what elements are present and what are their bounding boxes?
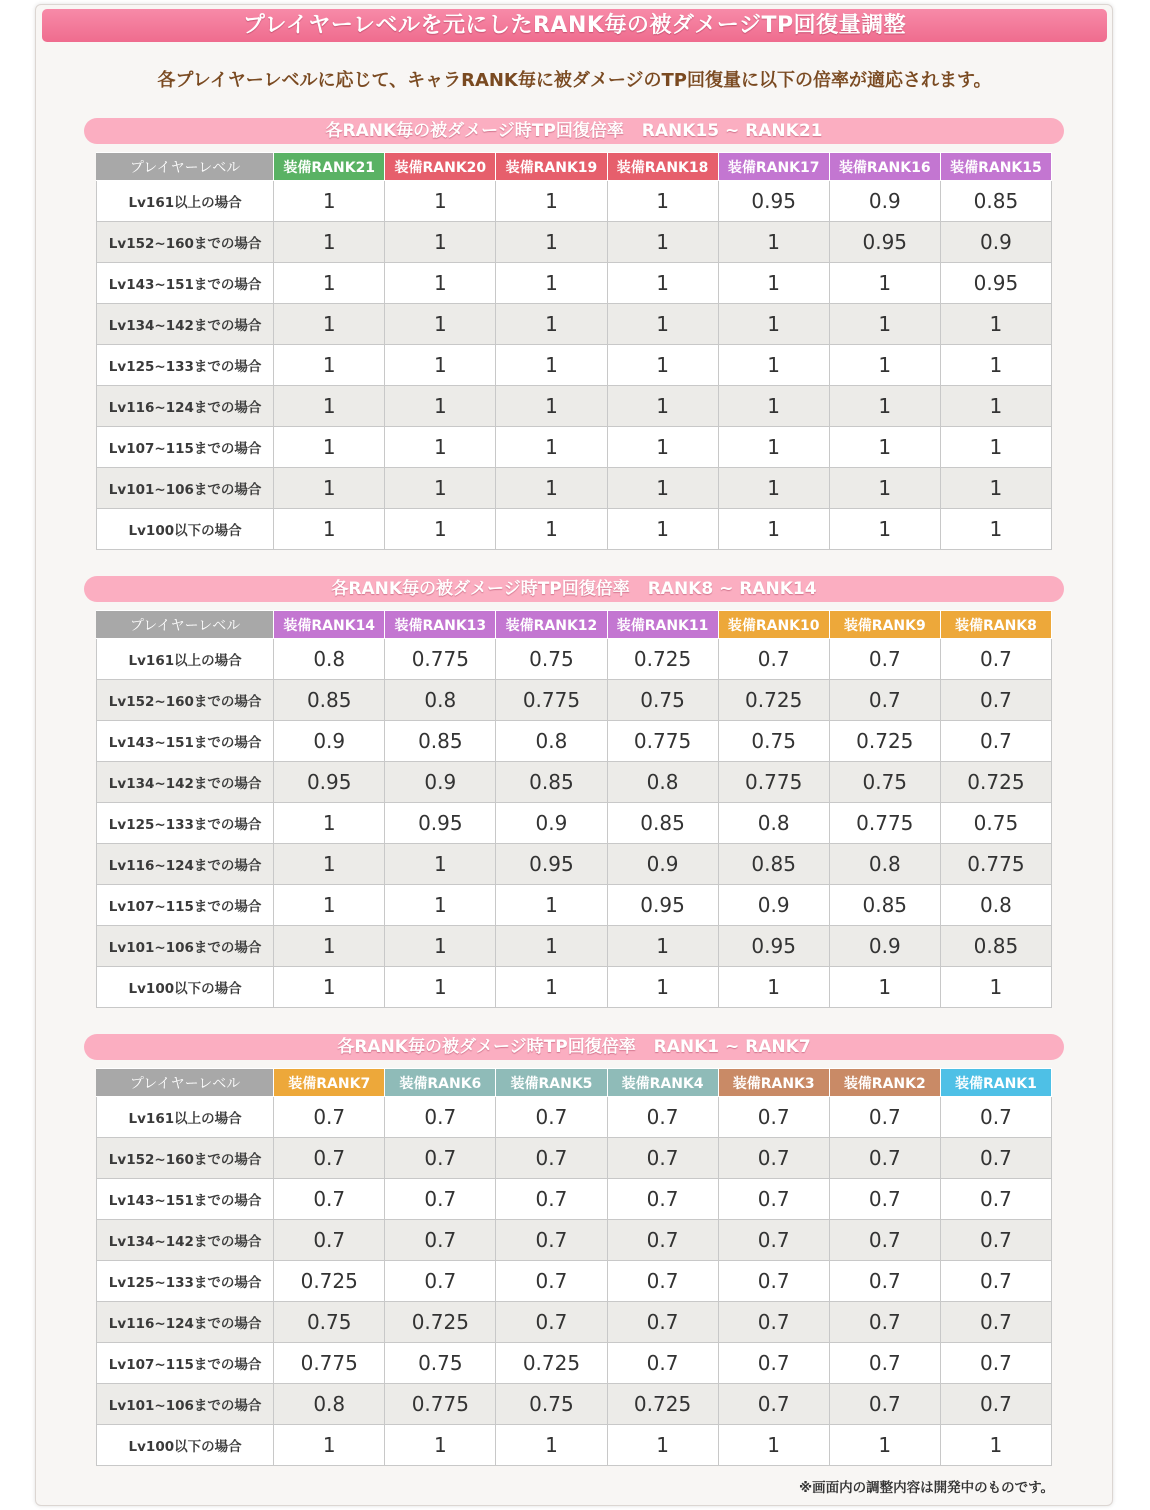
multiplier-cell: 0.7 bbox=[496, 1138, 607, 1179]
player-level-cell: Lv116~124までの場合 bbox=[97, 1302, 274, 1343]
multiplier-cell: 1 bbox=[718, 222, 829, 263]
multiplier-cell: 0.75 bbox=[607, 680, 718, 721]
rank-table-15-21 bbox=[96, 152, 1052, 550]
multiplier-cell: 1 bbox=[496, 181, 607, 222]
multiplier-cell: 1 bbox=[385, 345, 496, 386]
multiplier-cell: 1 bbox=[274, 803, 385, 844]
multiplier-cell: 0.7 bbox=[940, 639, 1051, 680]
multiplier-cell: 0.7 bbox=[718, 1220, 829, 1261]
multiplier-cell: 0.75 bbox=[385, 1343, 496, 1384]
multiplier-cell: 0.75 bbox=[274, 1302, 385, 1343]
rank-table-8-14 bbox=[96, 610, 1052, 1008]
table-row bbox=[97, 1097, 1052, 1138]
rank-column-header: 装備RANK18 bbox=[607, 153, 718, 181]
multiplier-cell: 0.75 bbox=[496, 639, 607, 680]
multiplier-cell: 1 bbox=[385, 222, 496, 263]
player-level-cell: Lv107~115までの場合 bbox=[97, 885, 274, 926]
multiplier-cell: 0.9 bbox=[940, 222, 1051, 263]
multiplier-cell: 1 bbox=[718, 304, 829, 345]
page-title: プレイヤーレベルを元にしたRANK毎の被ダメージTP回復量調整 bbox=[42, 9, 1107, 42]
table-row bbox=[97, 1302, 1052, 1343]
multiplier-cell: 0.7 bbox=[829, 1384, 940, 1425]
multiplier-cell: 0.8 bbox=[385, 680, 496, 721]
multiplier-cell: 0.725 bbox=[718, 680, 829, 721]
multiplier-cell: 0.95 bbox=[940, 263, 1051, 304]
multiplier-cell: 0.725 bbox=[385, 1302, 496, 1343]
multiplier-cell: 0.7 bbox=[274, 1097, 385, 1138]
multiplier-cell: 1 bbox=[829, 304, 940, 345]
player-level-cell: Lv152~160までの場合 bbox=[97, 222, 274, 263]
multiplier-cell: 0.7 bbox=[496, 1097, 607, 1138]
multiplier-cell: 0.8 bbox=[607, 762, 718, 803]
multiplier-cell: 0.7 bbox=[940, 680, 1051, 721]
multiplier-cell: 1 bbox=[829, 468, 940, 509]
section-title-prefix: 各RANK毎の被ダメージ時TP回復倍率 bbox=[337, 1037, 636, 1057]
multiplier-cell: 1 bbox=[385, 967, 496, 1008]
player-level-cell: Lv134~142までの場合 bbox=[97, 304, 274, 345]
rank-column-header: 装備RANK7 bbox=[274, 1069, 385, 1097]
table-row bbox=[97, 1220, 1052, 1261]
multiplier-cell: 1 bbox=[274, 386, 385, 427]
rank-column-header: 装備RANK1 bbox=[940, 1069, 1051, 1097]
multiplier-cell: 1 bbox=[496, 509, 607, 550]
multiplier-cell: 0.95 bbox=[385, 803, 496, 844]
multiplier-cell: 0.95 bbox=[274, 762, 385, 803]
multiplier-cell: 0.9 bbox=[385, 762, 496, 803]
section-title-rank8-14 bbox=[84, 576, 1064, 602]
multiplier-cell: 1 bbox=[496, 263, 607, 304]
player-level-cell: Lv134~142までの場合 bbox=[97, 1220, 274, 1261]
rank-column-header: 装備RANK12 bbox=[496, 611, 607, 639]
multiplier-cell: 0.85 bbox=[607, 803, 718, 844]
multiplier-cell: 0.7 bbox=[829, 1343, 940, 1384]
multiplier-cell: 0.7 bbox=[940, 1384, 1051, 1425]
table-row bbox=[97, 427, 1052, 468]
multiplier-cell: 0.725 bbox=[940, 762, 1051, 803]
multiplier-cell: 1 bbox=[940, 345, 1051, 386]
multiplier-cell: 1 bbox=[607, 427, 718, 468]
multiplier-cell: 1 bbox=[718, 967, 829, 1008]
section-title-prefix: 各RANK毎の被ダメージ時TP回復倍率 bbox=[325, 121, 624, 141]
multiplier-cell: 0.8 bbox=[274, 639, 385, 680]
table-row bbox=[97, 967, 1052, 1008]
player-level-cell: Lv125~133までの場合 bbox=[97, 1261, 274, 1302]
table-row bbox=[97, 386, 1052, 427]
multiplier-cell: 0.7 bbox=[940, 1179, 1051, 1220]
multiplier-cell: 1 bbox=[496, 386, 607, 427]
multiplier-cell: 1 bbox=[940, 509, 1051, 550]
multiplier-cell: 0.7 bbox=[718, 1179, 829, 1220]
multiplier-cell: 0.75 bbox=[718, 721, 829, 762]
multiplier-cell: 0.95 bbox=[496, 844, 607, 885]
footnote: ※画面内の調整内容は開発中のものです。 bbox=[798, 1480, 1054, 1496]
table-row bbox=[97, 1425, 1052, 1466]
multiplier-cell: 1 bbox=[718, 345, 829, 386]
multiplier-cell: 1 bbox=[829, 345, 940, 386]
multiplier-cell: 0.7 bbox=[385, 1220, 496, 1261]
player-level-cell: Lv161以上の場合 bbox=[97, 1097, 274, 1138]
multiplier-cell: 0.775 bbox=[385, 639, 496, 680]
multiplier-cell: 0.85 bbox=[274, 680, 385, 721]
multiplier-cell: 1 bbox=[496, 885, 607, 926]
table-row bbox=[97, 222, 1052, 263]
player-level-header: プレイヤーレベル bbox=[97, 153, 274, 181]
multiplier-cell: 1 bbox=[607, 345, 718, 386]
multiplier-cell: 1 bbox=[496, 468, 607, 509]
multiplier-cell: 1 bbox=[829, 386, 940, 427]
multiplier-cell: 0.7 bbox=[607, 1138, 718, 1179]
multiplier-cell: 1 bbox=[718, 1425, 829, 1466]
multiplier-cell: 1 bbox=[829, 967, 940, 1008]
multiplier-cell: 1 bbox=[496, 967, 607, 1008]
multiplier-cell: 0.8 bbox=[940, 885, 1051, 926]
multiplier-cell: 0.8 bbox=[274, 1384, 385, 1425]
player-level-cell: Lv101~106までの場合 bbox=[97, 468, 274, 509]
multiplier-cell: 0.85 bbox=[940, 181, 1051, 222]
multiplier-cell: 1 bbox=[607, 181, 718, 222]
rank-column-header: 装備RANK10 bbox=[718, 611, 829, 639]
multiplier-cell: 0.9 bbox=[829, 181, 940, 222]
multiplier-cell: 1 bbox=[607, 222, 718, 263]
player-level-cell: Lv101~106までの場合 bbox=[97, 1384, 274, 1425]
rank-table-1-7 bbox=[96, 1068, 1052, 1466]
player-level-cell: Lv143~151までの場合 bbox=[97, 263, 274, 304]
multiplier-cell: 0.725 bbox=[607, 1384, 718, 1425]
rank-column-header: 装備RANK21 bbox=[274, 153, 385, 181]
table-row bbox=[97, 926, 1052, 967]
player-level-cell: Lv143~151までの場合 bbox=[97, 721, 274, 762]
multiplier-cell: 0.85 bbox=[940, 926, 1051, 967]
multiplier-cell: 1 bbox=[607, 304, 718, 345]
multiplier-cell: 0.9 bbox=[274, 721, 385, 762]
multiplier-cell: 0.775 bbox=[607, 721, 718, 762]
multiplier-cell: 0.775 bbox=[940, 844, 1051, 885]
multiplier-cell: 0.8 bbox=[496, 721, 607, 762]
table-row bbox=[97, 1261, 1052, 1302]
rank-column-header: 装備RANK2 bbox=[829, 1069, 940, 1097]
player-level-cell: Lv100以下の場合 bbox=[97, 509, 274, 550]
multiplier-cell: 0.7 bbox=[496, 1302, 607, 1343]
multiplier-cell: 0.7 bbox=[940, 1097, 1051, 1138]
multiplier-cell: 0.775 bbox=[829, 803, 940, 844]
section-title-range: RANK1 ~ RANK7 bbox=[653, 1037, 811, 1057]
table-row bbox=[97, 304, 1052, 345]
table-row bbox=[97, 468, 1052, 509]
player-level-header: プレイヤーレベル bbox=[97, 1069, 274, 1097]
multiplier-cell: 0.85 bbox=[385, 721, 496, 762]
multiplier-cell: 1 bbox=[385, 509, 496, 550]
multiplier-cell: 0.7 bbox=[385, 1261, 496, 1302]
player-level-cell: Lv116~124までの場合 bbox=[97, 844, 274, 885]
table-row bbox=[97, 345, 1052, 386]
table-row bbox=[97, 885, 1052, 926]
section-title-range: RANK8 ~ RANK14 bbox=[647, 579, 817, 599]
multiplier-cell: 0.775 bbox=[496, 680, 607, 721]
multiplier-cell: 1 bbox=[718, 386, 829, 427]
multiplier-cell: 1 bbox=[718, 509, 829, 550]
table-row bbox=[97, 803, 1052, 844]
multiplier-cell: 0.775 bbox=[274, 1343, 385, 1384]
player-level-cell: Lv101~106までの場合 bbox=[97, 926, 274, 967]
multiplier-cell: 1 bbox=[274, 304, 385, 345]
multiplier-cell: 1 bbox=[385, 926, 496, 967]
multiplier-cell: 0.9 bbox=[496, 803, 607, 844]
multiplier-cell: 0.9 bbox=[829, 926, 940, 967]
section-title-rank1-7 bbox=[84, 1034, 1064, 1060]
multiplier-cell: 1 bbox=[607, 1425, 718, 1466]
multiplier-cell: 1 bbox=[829, 509, 940, 550]
table-row bbox=[97, 1179, 1052, 1220]
multiplier-cell: 1 bbox=[496, 1425, 607, 1466]
multiplier-cell: 0.7 bbox=[607, 1343, 718, 1384]
multiplier-cell: 0.7 bbox=[607, 1097, 718, 1138]
rank-column-header: 装備RANK6 bbox=[385, 1069, 496, 1097]
multiplier-cell: 1 bbox=[607, 967, 718, 1008]
multiplier-cell: 1 bbox=[496, 304, 607, 345]
multiplier-cell: 0.95 bbox=[607, 885, 718, 926]
multiplier-cell: 0.7 bbox=[829, 639, 940, 680]
player-level-cell: Lv100以下の場合 bbox=[97, 1425, 274, 1466]
multiplier-cell: 1 bbox=[385, 386, 496, 427]
multiplier-cell: 0.7 bbox=[940, 1261, 1051, 1302]
multiplier-cell: 1 bbox=[829, 1425, 940, 1466]
rank-column-header: 装備RANK13 bbox=[385, 611, 496, 639]
rank-column-header: 装備RANK16 bbox=[829, 153, 940, 181]
multiplier-cell: 1 bbox=[496, 222, 607, 263]
multiplier-cell: 1 bbox=[385, 263, 496, 304]
table-row bbox=[97, 680, 1052, 721]
multiplier-cell: 0.725 bbox=[829, 721, 940, 762]
multiplier-cell: 0.7 bbox=[829, 1261, 940, 1302]
multiplier-cell: 0.7 bbox=[718, 1261, 829, 1302]
multiplier-cell: 0.7 bbox=[607, 1261, 718, 1302]
multiplier-cell: 1 bbox=[940, 386, 1051, 427]
page-subtitle: 各プレイヤーレベルに応じて、キャラRANK毎に被ダメージのTP回復量に以下の倍率が適応されます。 bbox=[157, 70, 992, 91]
player-level-cell: Lv143~151までの場合 bbox=[97, 1179, 274, 1220]
multiplier-cell: 1 bbox=[607, 468, 718, 509]
player-level-cell: Lv152~160までの場合 bbox=[97, 680, 274, 721]
multiplier-cell: 0.7 bbox=[829, 1138, 940, 1179]
player-level-cell: Lv125~133までの場合 bbox=[97, 345, 274, 386]
table-row bbox=[97, 721, 1052, 762]
multiplier-cell: 0.7 bbox=[607, 1220, 718, 1261]
multiplier-cell: 1 bbox=[496, 427, 607, 468]
multiplier-cell: 0.75 bbox=[829, 762, 940, 803]
table-header-row bbox=[97, 153, 1052, 181]
table-row bbox=[97, 181, 1052, 222]
multiplier-cell: 1 bbox=[607, 263, 718, 304]
table-row bbox=[97, 762, 1052, 803]
multiplier-cell: 1 bbox=[385, 885, 496, 926]
multiplier-cell: 1 bbox=[274, 885, 385, 926]
multiplier-cell: 0.7 bbox=[496, 1261, 607, 1302]
multiplier-cell: 0.7 bbox=[274, 1138, 385, 1179]
multiplier-cell: 1 bbox=[385, 427, 496, 468]
table-row bbox=[97, 263, 1052, 304]
multiplier-cell: 0.85 bbox=[496, 762, 607, 803]
multiplier-cell: 1 bbox=[274, 427, 385, 468]
rank-column-header: 装備RANK3 bbox=[718, 1069, 829, 1097]
multiplier-cell: 1 bbox=[385, 844, 496, 885]
multiplier-cell: 0.725 bbox=[274, 1261, 385, 1302]
multiplier-cell: 1 bbox=[385, 181, 496, 222]
multiplier-cell: 0.95 bbox=[829, 222, 940, 263]
multiplier-cell: 1 bbox=[274, 345, 385, 386]
multiplier-cell: 0.7 bbox=[829, 1097, 940, 1138]
multiplier-cell: 1 bbox=[274, 1425, 385, 1466]
table-header-row bbox=[97, 1069, 1052, 1097]
multiplier-cell: 1 bbox=[607, 386, 718, 427]
multiplier-cell: 1 bbox=[385, 304, 496, 345]
multiplier-cell: 0.725 bbox=[496, 1343, 607, 1384]
multiplier-cell: 0.7 bbox=[274, 1220, 385, 1261]
table-row bbox=[97, 509, 1052, 550]
multiplier-cell: 1 bbox=[718, 427, 829, 468]
multiplier-cell: 1 bbox=[274, 181, 385, 222]
rank-column-header: 装備RANK15 bbox=[940, 153, 1051, 181]
multiplier-cell: 0.7 bbox=[385, 1179, 496, 1220]
rank-column-header: 装備RANK20 bbox=[385, 153, 496, 181]
multiplier-cell: 1 bbox=[385, 1425, 496, 1466]
section-title-rank15-21 bbox=[84, 118, 1064, 144]
multiplier-cell: 1 bbox=[829, 263, 940, 304]
table-row bbox=[97, 1343, 1052, 1384]
multiplier-cell: 0.8 bbox=[829, 844, 940, 885]
rank-column-header: 装備RANK17 bbox=[718, 153, 829, 181]
multiplier-cell: 0.7 bbox=[607, 1179, 718, 1220]
multiplier-cell: 0.9 bbox=[718, 885, 829, 926]
rank-column-header: 装備RANK14 bbox=[274, 611, 385, 639]
multiplier-cell: 1 bbox=[496, 926, 607, 967]
player-level-cell: Lv134~142までの場合 bbox=[97, 762, 274, 803]
multiplier-cell: 0.7 bbox=[829, 1220, 940, 1261]
table-row bbox=[97, 1384, 1052, 1425]
table-header-row bbox=[97, 611, 1052, 639]
multiplier-cell: 0.8 bbox=[718, 803, 829, 844]
rank-column-header: 装備RANK8 bbox=[940, 611, 1051, 639]
multiplier-cell: 1 bbox=[829, 427, 940, 468]
multiplier-cell: 0.7 bbox=[718, 1343, 829, 1384]
multiplier-cell: 0.75 bbox=[496, 1384, 607, 1425]
multiplier-cell: 1 bbox=[718, 263, 829, 304]
multiplier-cell: 0.7 bbox=[718, 1097, 829, 1138]
multiplier-cell: 0.7 bbox=[940, 1302, 1051, 1343]
multiplier-cell: 1 bbox=[940, 304, 1051, 345]
multiplier-cell: 1 bbox=[274, 509, 385, 550]
table-row bbox=[97, 1138, 1052, 1179]
multiplier-cell: 1 bbox=[274, 263, 385, 304]
multiplier-cell: 0.7 bbox=[718, 639, 829, 680]
multiplier-cell: 1 bbox=[607, 926, 718, 967]
multiplier-cell: 0.85 bbox=[718, 844, 829, 885]
player-level-cell: Lv161以上の場合 bbox=[97, 181, 274, 222]
multiplier-cell: 0.7 bbox=[940, 1138, 1051, 1179]
player-level-header: プレイヤーレベル bbox=[97, 611, 274, 639]
multiplier-cell: 0.95 bbox=[718, 181, 829, 222]
multiplier-cell: 0.7 bbox=[940, 721, 1051, 762]
multiplier-cell: 0.7 bbox=[718, 1384, 829, 1425]
multiplier-cell: 1 bbox=[496, 345, 607, 386]
player-level-cell: Lv116~124までの場合 bbox=[97, 386, 274, 427]
multiplier-cell: 0.7 bbox=[829, 680, 940, 721]
section-title-prefix: 各RANK毎の被ダメージ時TP回復倍率 bbox=[331, 579, 630, 599]
multiplier-cell: 1 bbox=[274, 844, 385, 885]
multiplier-cell: 1 bbox=[385, 468, 496, 509]
multiplier-cell: 0.9 bbox=[607, 844, 718, 885]
multiplier-cell: 0.85 bbox=[829, 885, 940, 926]
rank-column-header: 装備RANK19 bbox=[496, 153, 607, 181]
multiplier-cell: 0.7 bbox=[274, 1179, 385, 1220]
multiplier-cell: 0.75 bbox=[940, 803, 1051, 844]
multiplier-cell: 1 bbox=[940, 427, 1051, 468]
multiplier-cell: 0.7 bbox=[385, 1097, 496, 1138]
multiplier-cell: 1 bbox=[274, 222, 385, 263]
player-level-cell: Lv107~115までの場合 bbox=[97, 427, 274, 468]
multiplier-cell: 0.7 bbox=[718, 1302, 829, 1343]
table-row bbox=[97, 639, 1052, 680]
multiplier-cell: 1 bbox=[274, 967, 385, 1008]
multiplier-cell: 0.7 bbox=[385, 1138, 496, 1179]
multiplier-cell: 0.7 bbox=[829, 1302, 940, 1343]
multiplier-cell: 0.95 bbox=[718, 926, 829, 967]
rank-column-header: 装備RANK11 bbox=[607, 611, 718, 639]
multiplier-cell: 0.7 bbox=[829, 1179, 940, 1220]
multiplier-cell: 0.7 bbox=[940, 1343, 1051, 1384]
multiplier-cell: 0.775 bbox=[385, 1384, 496, 1425]
multiplier-cell: 1 bbox=[274, 468, 385, 509]
player-level-cell: Lv161以上の場合 bbox=[97, 639, 274, 680]
player-level-cell: Lv100以下の場合 bbox=[97, 967, 274, 1008]
rank-column-header: 装備RANK9 bbox=[829, 611, 940, 639]
multiplier-cell: 1 bbox=[940, 1425, 1051, 1466]
multiplier-cell: 1 bbox=[940, 967, 1051, 1008]
multiplier-cell: 1 bbox=[940, 468, 1051, 509]
multiplier-cell: 0.7 bbox=[496, 1220, 607, 1261]
multiplier-cell: 1 bbox=[718, 468, 829, 509]
player-level-cell: Lv107~115までの場合 bbox=[97, 1343, 274, 1384]
multiplier-cell: 0.775 bbox=[718, 762, 829, 803]
player-level-cell: Lv125~133までの場合 bbox=[97, 803, 274, 844]
table-row bbox=[97, 844, 1052, 885]
multiplier-cell: 0.7 bbox=[607, 1302, 718, 1343]
rank-column-header: 装備RANK5 bbox=[496, 1069, 607, 1097]
section-title-range: RANK15 ~ RANK21 bbox=[641, 121, 823, 141]
player-level-cell: Lv152~160までの場合 bbox=[97, 1138, 274, 1179]
multiplier-cell: 0.7 bbox=[718, 1138, 829, 1179]
multiplier-cell: 0.7 bbox=[496, 1179, 607, 1220]
multiplier-cell: 1 bbox=[274, 926, 385, 967]
multiplier-cell: 0.7 bbox=[940, 1220, 1051, 1261]
rank-column-header: 装備RANK4 bbox=[607, 1069, 718, 1097]
multiplier-cell: 0.725 bbox=[607, 639, 718, 680]
multiplier-cell: 1 bbox=[607, 509, 718, 550]
